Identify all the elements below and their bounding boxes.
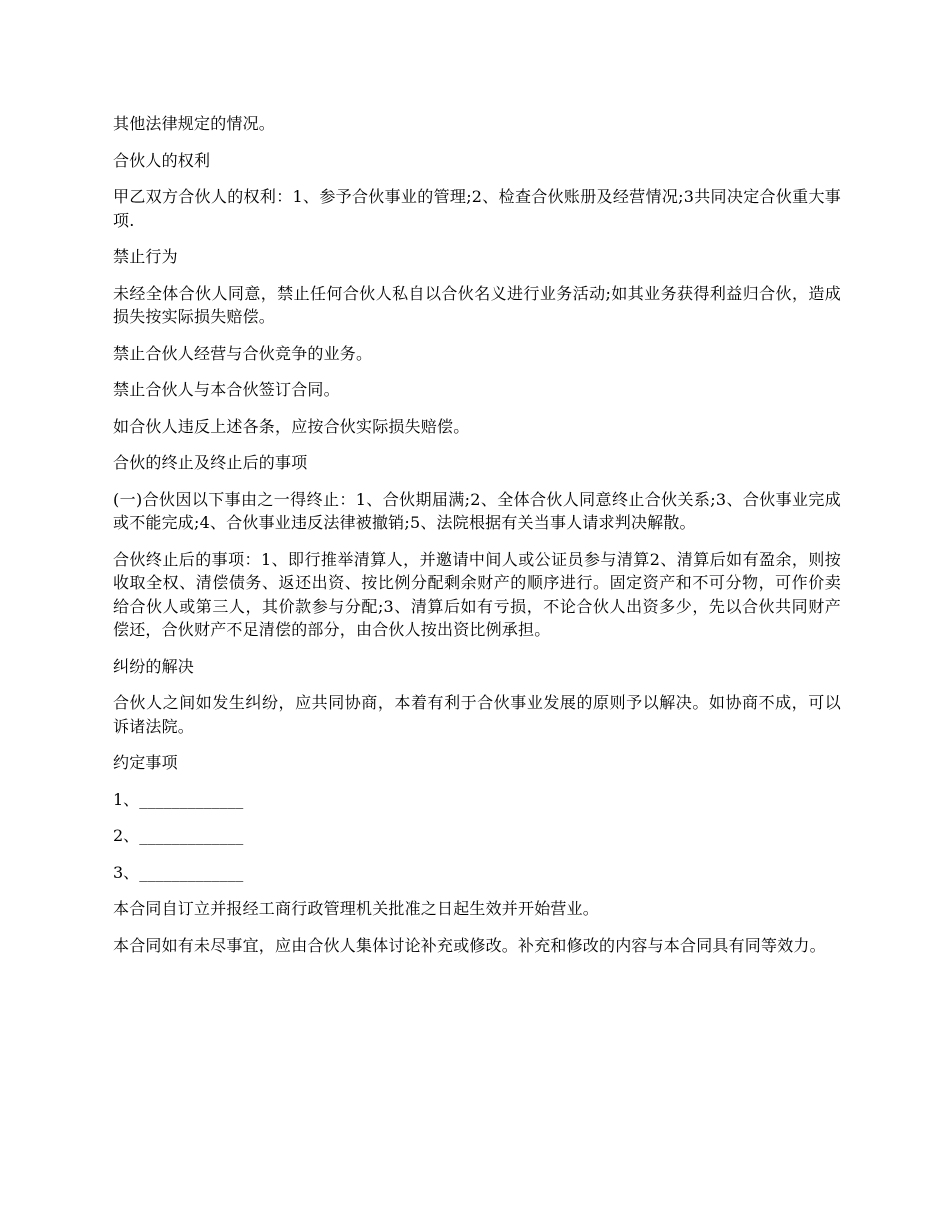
paragraph-prohibited-acts-3: 禁止合伙人与本合伙签订合同。: [113, 380, 340, 399]
paragraph-prohibited-acts-1: 未经全体合伙人同意，禁止任何合伙人私自以合伙名义进行业务活动;如其业务获得利益归合伙，造成损失按实际损失赔偿。: [113, 283, 841, 326]
agreed-item-number: 3、: [113, 862, 140, 882]
heading-dispute-resolution: 纠纷的解决: [113, 656, 195, 676]
heading-partner-rights: 合伙人的权利: [113, 150, 211, 170]
paragraph-other-legal-cases: 其他法律规定的情况。: [113, 114, 276, 133]
document-page: [113, 112, 841, 970]
paragraph-amendments: 本合同如有未尽事宜，应由合伙人集体讨论补充或修改。补充和修改的内容与本合同具有同等效力。: [113, 935, 826, 955]
paragraph-partner-rights: 甲乙双方合伙人的权利：1、参予合伙事业的管理;2、检查合伙账册及经营情况;3共同决定合伙重大事项.: [113, 187, 841, 230]
agreed-item-number: 2、: [113, 826, 140, 845]
heading-prohibited-acts: 禁止行为: [113, 247, 178, 266]
agreed-item-blank: [113, 788, 841, 812]
agreed-item-fill-line: _____________: [139, 862, 244, 882]
heading-termination: 合伙的终止及终止后的事项: [113, 453, 308, 472]
paragraph-termination-causes: (一)合伙因以下事由之一得终止：1、合伙期届满;2、全体合伙人同意终止合伙关系;3、合伙事业完成或不能完成;4、合伙事业违反法律被撤销;5、法院根据有关当事人请求判决解散。: [113, 489, 841, 532]
paragraph-effective-date: 本合同自订立并报经工商行政管理机关批准之日起生效并开始营业。: [113, 899, 600, 918]
paragraph-dispute-resolution: 合伙人之间如发生纠纷，应共同协商，本着有利于合伙事业发展的原则予以解决。如协商不成，可以诉诸法院。: [113, 693, 841, 736]
heading-agreed-items: 约定事项: [113, 753, 178, 772]
paragraph-prohibited-acts-2: 禁止合伙人经营与合伙竞争的业务。: [113, 343, 373, 363]
paragraph-violation-compensation: 如合伙人违反上述各条，应按合伙实际损失赔偿。: [113, 416, 470, 436]
agreed-item-fill-line: _____________: [139, 789, 244, 809]
agreed-item-blank: [113, 824, 841, 848]
agreed-item-blank: [113, 861, 841, 885]
agreed-item-fill-line: _____________: [139, 826, 244, 845]
agreed-item-number: 1、: [113, 789, 140, 809]
paragraph-post-termination: 合伙终止后的事项：1、即行推举清算人，并邀请中间人或公证员参与清算2、清算后如有盈余，则按收取全权、清偿债务、返还出资、按比例分配剩余财产的顺序进行。固定资产和不可分物，可作价卖给合伙人或第三人，其价款参与分配;3、清算后如有亏损，不论合伙人出资多少，先以合伙共同财产偿还，合伙财产不足清偿的部分，由合伙人按出资比例承担。: [113, 549, 841, 639]
